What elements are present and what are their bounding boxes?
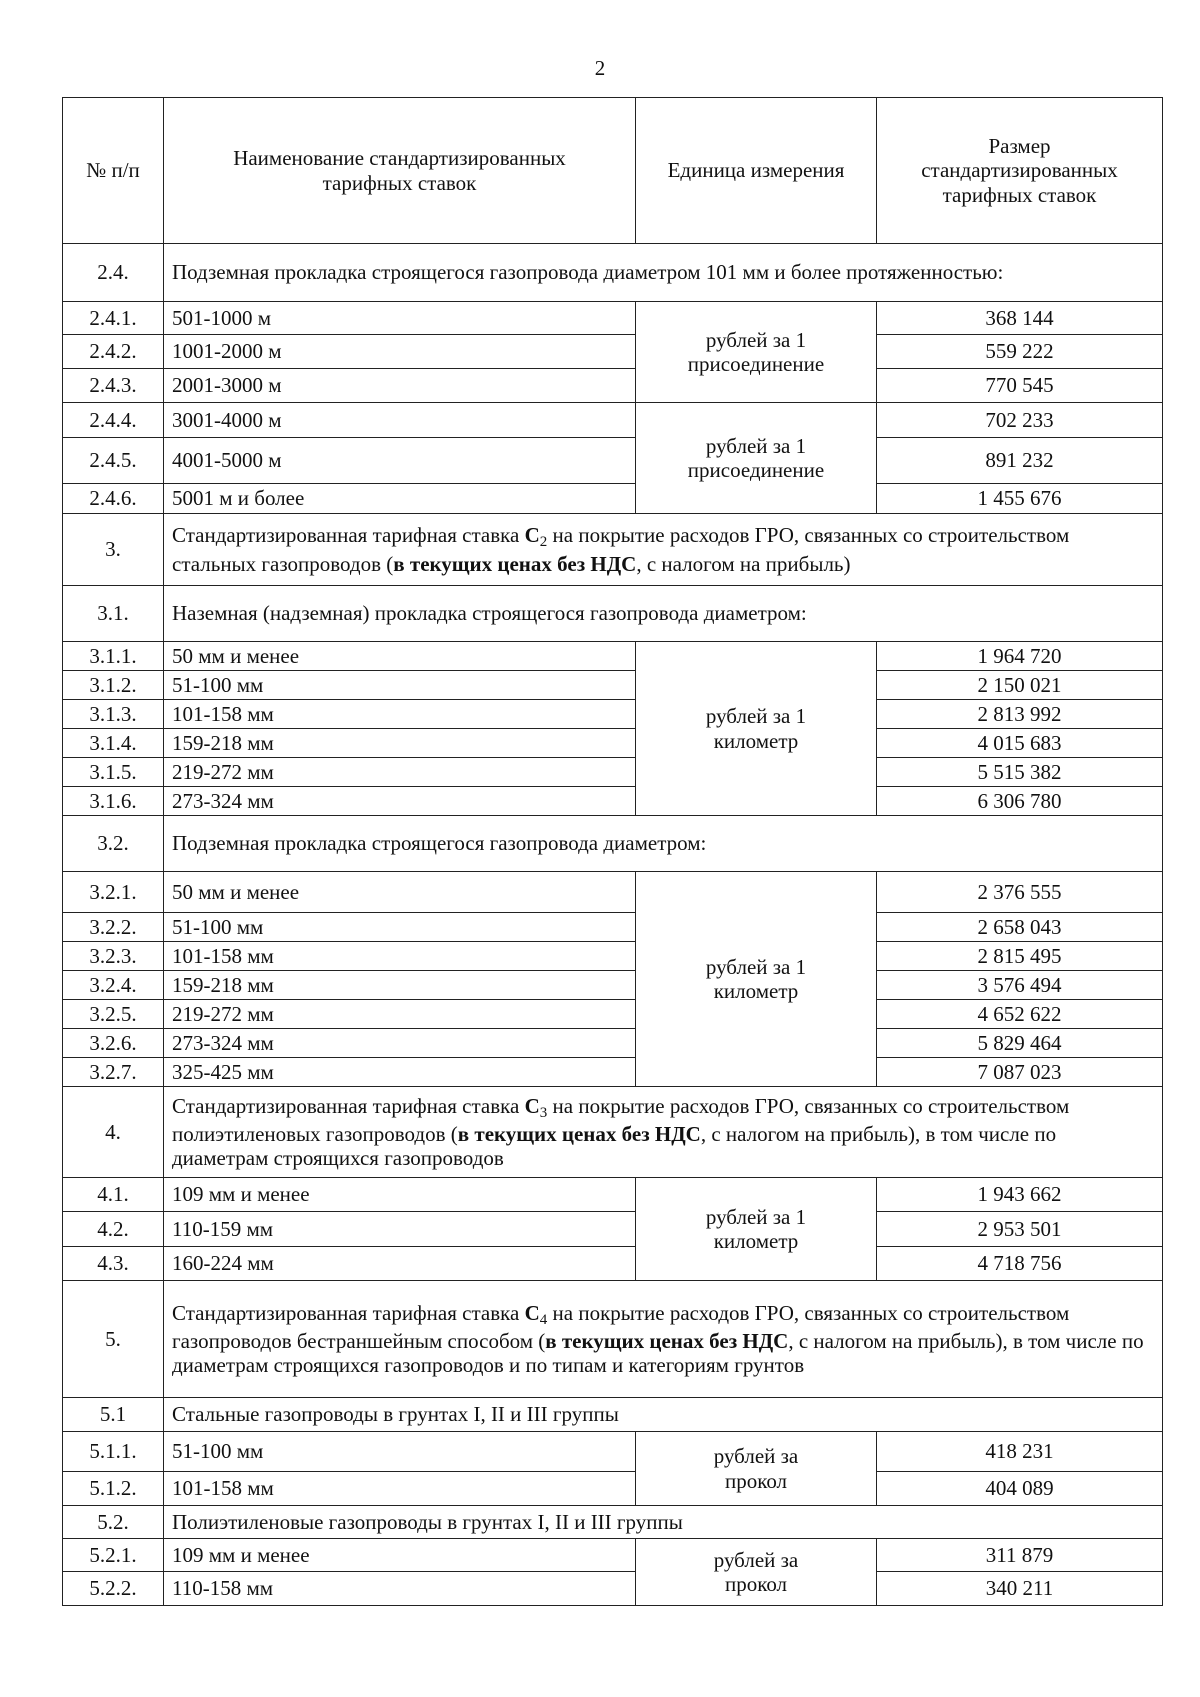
tariff-table [62,97,1163,1606]
row-name: 50 мм и менее [164,872,636,913]
row-num: 3.2.3. [63,942,164,971]
row-unit: рублей за 1 присоединение [636,403,877,514]
row-name: 273-324 мм [164,1029,636,1058]
row-num: 2.4.1. [63,302,164,335]
row-num: 3.1.6. [63,787,164,816]
table-row [63,787,1163,816]
row-name: 51-100 мм [164,671,636,700]
table-row [63,1432,1163,1472]
section-row [63,514,1163,586]
row-name: 160-224 мм [164,1247,636,1281]
section-num: 4. [63,1087,164,1178]
row-value: 2 953 501 [877,1212,1163,1247]
row-unit: рублей за 1 километр [636,1178,877,1281]
table-header-row [63,98,1163,244]
row-num: 2.4.3. [63,369,164,403]
section-row [63,1281,1163,1398]
row-name: 159-218 мм [164,729,636,758]
section-row [63,586,1163,642]
row-value: 559 222 [877,335,1163,369]
row-value: 1 964 720 [877,642,1163,671]
section-title: Полиэтиленовые газопроводы в грунтах I, II и III группы [164,1506,1163,1539]
row-value: 4 015 683 [877,729,1163,758]
row-value: 5 515 382 [877,758,1163,787]
row-name: 101-158 мм [164,1472,636,1506]
table-row [63,942,1163,971]
row-name: 4001-5000 м [164,438,636,484]
row-name: 273-324 мм [164,787,636,816]
header-unit: Единица измерения [636,98,877,244]
section-num: 2.4. [63,244,164,302]
row-num: 3.1.2. [63,671,164,700]
row-num: 4.1. [63,1178,164,1212]
row-value: 5 829 464 [877,1029,1163,1058]
row-name: 159-218 мм [164,971,636,1000]
table-row [63,1058,1163,1087]
row-name: 51-100 мм [164,1432,636,1472]
section-title: Наземная (надземная) прокладка строящегося газопровода диаметром: [164,586,1163,642]
section-row [63,1087,1163,1178]
section-num: 5.1 [63,1398,164,1432]
section-num: 3.2. [63,816,164,872]
section-title: Стальные газопроводы в грунтах I, II и III группы [164,1398,1163,1432]
section-description: Стандартизированная тарифная ставка $C_4$ на покрытие расходов ГРО, связанных со строительством газопроводов бестраншейным способом (в текущих ценах без НДС, с налогом на прибыль), в том числе по диаметрам строящихся газопроводов и по типам и категориям грунтов [164,1281,1163,1398]
section-row [63,1398,1163,1432]
row-num: 5.1.2. [63,1472,164,1506]
section-row [63,816,1163,872]
table-row [63,438,1163,484]
row-name: 109 мм и менее [164,1539,636,1572]
row-num: 3.2.4. [63,971,164,1000]
row-value: 311 879 [877,1539,1163,1572]
row-value: 2 658 043 [877,913,1163,942]
row-name: 1001-2000 м [164,335,636,369]
table-row [63,1000,1163,1029]
row-num: 3.2.2. [63,913,164,942]
row-value: 770 545 [877,369,1163,403]
table-row [63,302,1163,335]
table-row [63,1247,1163,1281]
section-num: 3. [63,514,164,586]
row-name: 325-425 мм [164,1058,636,1087]
table-row [63,671,1163,700]
row-value: 4 718 756 [877,1247,1163,1281]
row-name: 501-1000 м [164,302,636,335]
row-num: 2.4.4. [63,403,164,438]
header-size: Размер стандартизированных тарифных ставок [877,98,1163,244]
table-row [63,1212,1163,1247]
row-value: 2 815 495 [877,942,1163,971]
row-num: 5.2.2. [63,1572,164,1606]
row-num: 3.2.6. [63,1029,164,1058]
row-value: 702 233 [877,403,1163,438]
row-value: 891 232 [877,438,1163,484]
header-num: № п/п [63,98,164,244]
row-value: 6 306 780 [877,787,1163,816]
table-row [63,700,1163,729]
row-value: 3 576 494 [877,971,1163,1000]
table-row [63,335,1163,369]
row-unit: рублей за прокол [636,1432,877,1506]
page-number: 2 [594,56,606,80]
table-row [63,1572,1163,1606]
table-row [63,484,1163,514]
row-name: 2001-3000 м [164,369,636,403]
table-row [63,1178,1163,1212]
row-value: 2 813 992 [877,700,1163,729]
row-num: 4.3. [63,1247,164,1281]
row-name: 101-158 мм [164,700,636,729]
row-name: 219-272 мм [164,758,636,787]
table-row [63,758,1163,787]
row-num: 3.2.7. [63,1058,164,1087]
row-value: 1 455 676 [877,484,1163,514]
row-num: 3.2.1. [63,872,164,913]
row-name: 3001-4000 м [164,403,636,438]
row-name: 101-158 мм [164,942,636,971]
row-name: 219-272 мм [164,1000,636,1029]
row-num: 3.1.4. [63,729,164,758]
row-value: 7 087 023 [877,1058,1163,1087]
table-row [63,1539,1163,1572]
section-title: Подземная прокладка строящегося газопровода диаметром: [164,816,1163,872]
row-num: 2.4.6. [63,484,164,514]
row-unit: рублей за 1 километр [636,642,877,816]
table-row [63,642,1163,671]
section-num: 3.1. [63,586,164,642]
section-row [63,1506,1163,1539]
row-name: 110-159 мм [164,1212,636,1247]
table-row [63,1472,1163,1506]
table-row [63,403,1163,438]
row-name: 5001 м и более [164,484,636,514]
row-value: 368 144 [877,302,1163,335]
header-name: Наименование стандартизированных тарифных ставок [164,98,636,244]
row-value: 418 231 [877,1432,1163,1472]
row-value: 2 150 021 [877,671,1163,700]
row-value: 2 376 555 [877,872,1163,913]
row-num: 5.1.1. [63,1432,164,1472]
row-num: 3.1.1. [63,642,164,671]
row-num: 3.1.5. [63,758,164,787]
section-description: Стандартизированная тарифная ставка $C_3$ на покрытие расходов ГРО, связанных со строительством полиэтиленовых газопроводов (в текущих ценах без НДС, с налогом на прибыль), в том числе по диаметрам строящихся газопроводов [164,1087,1163,1178]
table-row [63,729,1163,758]
table-row [63,913,1163,942]
section-row [63,244,1163,302]
row-num: 2.4.5. [63,438,164,484]
row-value: 340 211 [877,1572,1163,1606]
row-name: 110-158 мм [164,1572,636,1606]
row-num: 2.4.2. [63,335,164,369]
row-value: 1 943 662 [877,1178,1163,1212]
section-title: Подземная прокладка строящегося газопровода диаметром 101 мм и более протяженностью: [164,244,1163,302]
row-value: 404 089 [877,1472,1163,1506]
row-num: 3.2.5. [63,1000,164,1029]
row-name: 50 мм и менее [164,642,636,671]
section-description: Стандартизированная тарифная ставка $C_2$ на покрытие расходов ГРО, связанных со строительством стальных газопроводов (в текущих ценах без НДС, с налогом на прибыль) [164,514,1163,586]
row-num: 4.2. [63,1212,164,1247]
row-num: 3.1.3. [63,700,164,729]
row-name: 109 мм и менее [164,1178,636,1212]
row-name: 51-100 мм [164,913,636,942]
table-row [63,971,1163,1000]
section-num: 5.2. [63,1506,164,1539]
table-row [63,1029,1163,1058]
row-num: 5.2.1. [63,1539,164,1572]
row-unit: рублей за 1 километр [636,872,877,1087]
row-unit: рублей за 1 присоединение [636,302,877,403]
row-value: 4 652 622 [877,1000,1163,1029]
table-row [63,369,1163,403]
section-num: 5. [63,1281,164,1398]
row-unit: рублей за прокол [636,1539,877,1606]
table-row [63,872,1163,913]
